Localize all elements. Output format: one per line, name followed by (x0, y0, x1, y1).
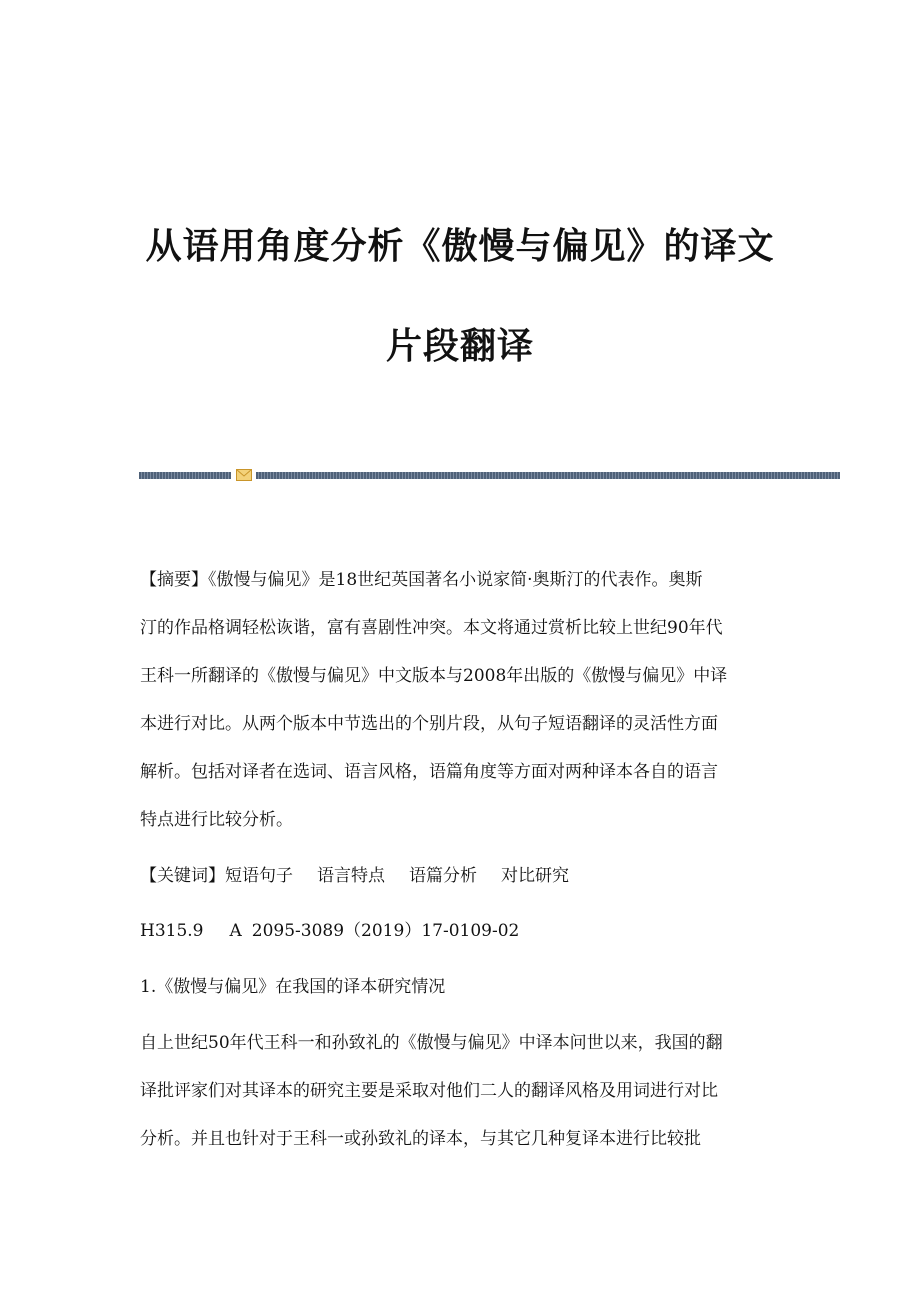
abstract-line: 【摘要】《傲慢与偏见》是18世纪英国著名小说家简·奥斯汀的代表作。奥斯 (140, 570, 703, 590)
keyword: 短语句子 (225, 866, 293, 886)
abstract-line: 汀的作品格调轻松诙谐，富有喜剧性冲突。本文将通过赏析比较上世纪90年代 (140, 618, 723, 638)
divider-right-bar (256, 472, 840, 479)
title-line-2: 片段翻译 (385, 326, 534, 367)
body-line: 译批评家们对其译本的研究主要是采取对他们二人的翻译风格及用词进行对比 (140, 1081, 718, 1101)
abstract-line: 本进行对比。从两个版本中节选出的个别片段，从句子短语翻译的灵活性方面 (140, 714, 718, 734)
section-heading: 1.《傲慢与偏见》在我国的译本研究情况 (140, 977, 446, 997)
keywords-label: 【关键词】 (140, 866, 225, 886)
body-line: 自上世纪50年代王科一和孙致礼的《傲慢与偏见》中译本问世以来，我国的翻 (140, 1033, 723, 1053)
envelope-icon (236, 469, 252, 481)
keyword: 语篇分析 (409, 866, 477, 886)
abstract-line: 王科一所翻译的《傲慢与偏见》中文版本与2008年出版的《傲慢与偏见》中译 (140, 666, 728, 686)
abstract-line: 解析。包括对译者在选词、语言风格，语篇角度等方面对两种译本各自的语言 (140, 762, 718, 782)
keyword: 语言特点 (317, 866, 385, 886)
title-line-1: 从语用角度分析《傲慢与偏见》的译文 (145, 226, 775, 267)
classification-row (140, 919, 790, 943)
article-id: 2095-3089（2019）17-0109-02 (251, 921, 520, 941)
divider-left-bar (139, 472, 231, 479)
clc-number: H315.9 (140, 921, 204, 941)
document-code: A (229, 921, 242, 941)
keyword: 对比研究 (501, 866, 569, 886)
body-line: 分析。并且也针对于王科一或孙致礼的译本，与其它几种复译本进行比较批 (140, 1129, 701, 1149)
abstract-line: 特点进行比较分析。 (140, 810, 293, 830)
keywords-row (140, 864, 790, 888)
